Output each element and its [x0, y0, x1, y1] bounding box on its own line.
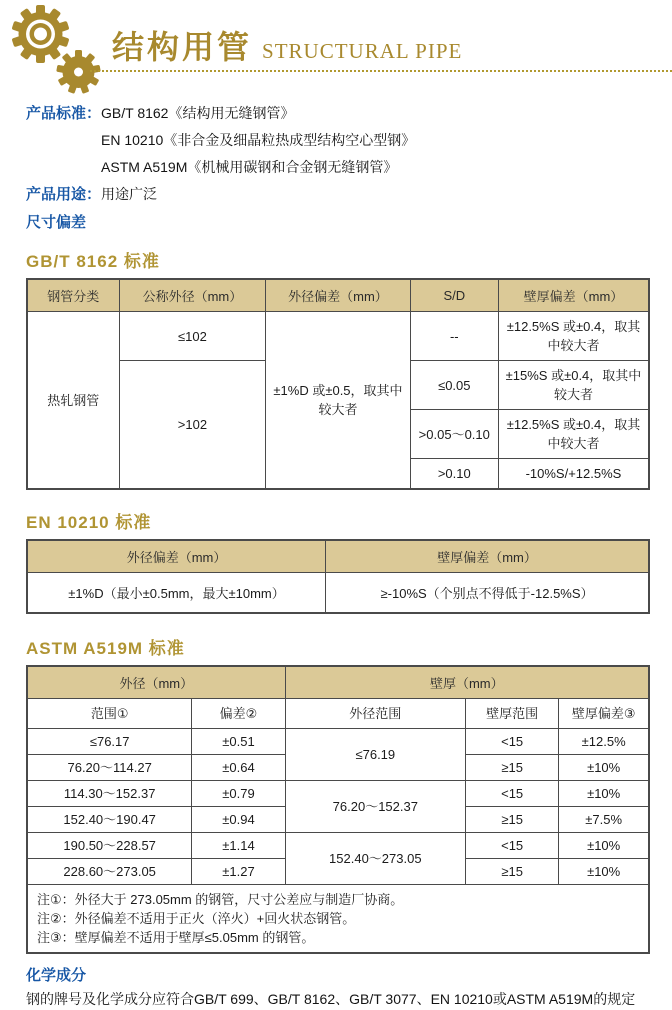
dimension-tolerance-heading: 尺寸偏差 — [26, 214, 87, 231]
table-subheader-row — [27, 699, 649, 729]
header-cell: 钢管分类 — [27, 279, 119, 312]
header-cell: S/D — [410, 279, 498, 312]
cell-wt-range: <15 — [466, 781, 559, 807]
cell-wt-range: <15 — [466, 729, 559, 755]
page-title: 结构用管 — [112, 29, 253, 65]
astm-section-title: ASTM A519M 标准 — [26, 639, 185, 658]
cell-od-range: 152.40～273.05 — [285, 833, 465, 885]
standard-line: GB/T 8162《结构用无缝钢管》 — [101, 105, 295, 121]
cell-tolerance: ±0.64 — [192, 755, 285, 781]
header-divider — [90, 70, 672, 72]
cell-wt-range: <15 — [466, 833, 559, 859]
gbt-table — [26, 278, 650, 490]
cell-wt-tolerance: ±7.5% — [559, 807, 649, 833]
cell-tolerance: ±0.79 — [192, 781, 285, 807]
note-line: 注①：外径大于 273.05mm 的钢管，尺寸公差应与制造厂协商。 — [37, 892, 404, 907]
cell-od: >102 — [119, 361, 266, 490]
cell-wt-tolerance: ±10% — [559, 755, 649, 781]
header-cell: 壁厚偏差（mm） — [326, 540, 649, 573]
cell-wt-tolerance: ±15%S 或±0.4，取其中较大者 — [498, 361, 649, 410]
table-notes-row — [27, 885, 649, 954]
subheader-cell: 范围① — [27, 699, 192, 729]
cell-sd: ≤0.05 — [410, 361, 498, 410]
page-subtitle: STRUCTURAL PIPE — [262, 39, 463, 63]
cell-wt-tolerance: -10%S/+12.5%S — [498, 459, 649, 490]
product-standard-values — [101, 100, 415, 181]
chemical-composition-heading: 化学成分 — [26, 967, 87, 984]
header-cell: 外径偏差（mm） — [27, 540, 326, 573]
group-header-cell: 外径（mm） — [27, 666, 285, 699]
header-cell: 外径偏差（mm） — [266, 279, 410, 312]
cell-range: 190.50～228.57 — [27, 833, 192, 859]
cell-wt-tolerance: ±10% — [559, 833, 649, 859]
note-line: 注②：外径偏差不适用于正火（淬火）+回火状态钢管。 — [37, 911, 356, 926]
cell-range: ≤76.17 — [27, 729, 192, 755]
cell-sd: >0.05～0.10 — [410, 410, 498, 459]
table-row — [27, 781, 649, 807]
product-standards-block — [26, 100, 650, 181]
cell-range: 152.40～190.47 — [27, 807, 192, 833]
product-standard-label: 产品标准： — [26, 105, 102, 122]
subheader-cell: 壁厚偏差③ — [559, 699, 649, 729]
table-row — [27, 573, 649, 614]
product-use-value: 用途广泛 — [101, 186, 158, 202]
table-row — [27, 729, 649, 755]
header-cell: 壁厚偏差（mm） — [498, 279, 649, 312]
chemical-composition-text: 钢的牌号及化学成分应符合GB/T 699、GB/T 8162、GB/T 3077、EN 10210或ASTM A519M的规定 — [26, 991, 636, 1007]
cell-range: 114.30～152.37 — [27, 781, 192, 807]
cell-tolerance: ±0.51 — [192, 729, 285, 755]
cell-range: 228.60～273.05 — [27, 859, 192, 885]
table-row — [27, 833, 649, 859]
page-header — [0, 0, 672, 92]
cell-tolerance: ±1.27 — [192, 859, 285, 885]
page-content — [0, 92, 672, 1010]
cell-od-range: ≤76.19 — [285, 729, 465, 781]
product-use-label: 产品用途： — [26, 186, 102, 203]
product-use-block — [26, 181, 650, 208]
group-header-cell: 壁厚（mm） — [285, 666, 649, 699]
subheader-cell: 壁厚范围 — [466, 699, 559, 729]
subheader-cell: 偏差② — [192, 699, 285, 729]
cell-tolerance: ±1.14 — [192, 833, 285, 859]
subheader-cell: 外径范围 — [285, 699, 465, 729]
cell-wt-tolerance: ±12.5%S 或±0.4，取其中较大者 — [498, 410, 649, 459]
cell-wt-range: ≥15 — [466, 807, 559, 833]
cell-od-tolerance: ±1%D（最小±0.5mm，最大±10mm） — [27, 573, 326, 614]
table-notes — [27, 885, 649, 954]
header-cell: 公称外径（mm） — [119, 279, 266, 312]
table-row — [27, 312, 649, 361]
gears-icon — [6, 2, 108, 102]
standard-line: ASTM A519M《机械用碳钢和合金钢无缝钢管》 — [101, 159, 398, 175]
title-block — [112, 22, 462, 68]
cell-wt-tolerance: ≥-10%S（个别点不得低于-12.5%S） — [326, 573, 649, 614]
cell-wt-tolerance: ±12.5% — [559, 729, 649, 755]
cell-wt-range: ≥15 — [466, 755, 559, 781]
note-line: 注③：壁厚偏差不适用于壁厚≤5.05mm 的钢管。 — [37, 930, 315, 945]
cell-wt-tolerance: ±10% — [559, 859, 649, 885]
gbt-section-title: GB/T 8162 标准 — [26, 252, 160, 271]
cell-wt-range: ≥15 — [466, 859, 559, 885]
table-group-header-row — [27, 666, 649, 699]
cell-wt-tolerance: ±12.5%S 或±0.4，取其中较大者 — [498, 312, 649, 361]
astm-table — [26, 665, 650, 954]
cell-wt-tolerance: ±10% — [559, 781, 649, 807]
cell-sd: -- — [410, 312, 498, 361]
table-header-row — [27, 540, 649, 573]
cell-sd: >0.10 — [410, 459, 498, 490]
standard-line: EN 10210《非合金及细晶粒热成型结构空心型钢》 — [101, 132, 416, 148]
cell-od-range: 76.20～152.37 — [285, 781, 465, 833]
table-header-row — [27, 279, 649, 312]
cell-od-tolerance: ±1%D 或±0.5，取其中较大者 — [266, 312, 410, 490]
cell-pipe-class: 热轧钢管 — [27, 312, 119, 490]
cell-tolerance: ±0.94 — [192, 807, 285, 833]
en-section-title: EN 10210 标准 — [26, 513, 152, 532]
en-table — [26, 539, 650, 614]
cell-od: ≤102 — [119, 312, 266, 361]
cell-range: 76.20～114.27 — [27, 755, 192, 781]
